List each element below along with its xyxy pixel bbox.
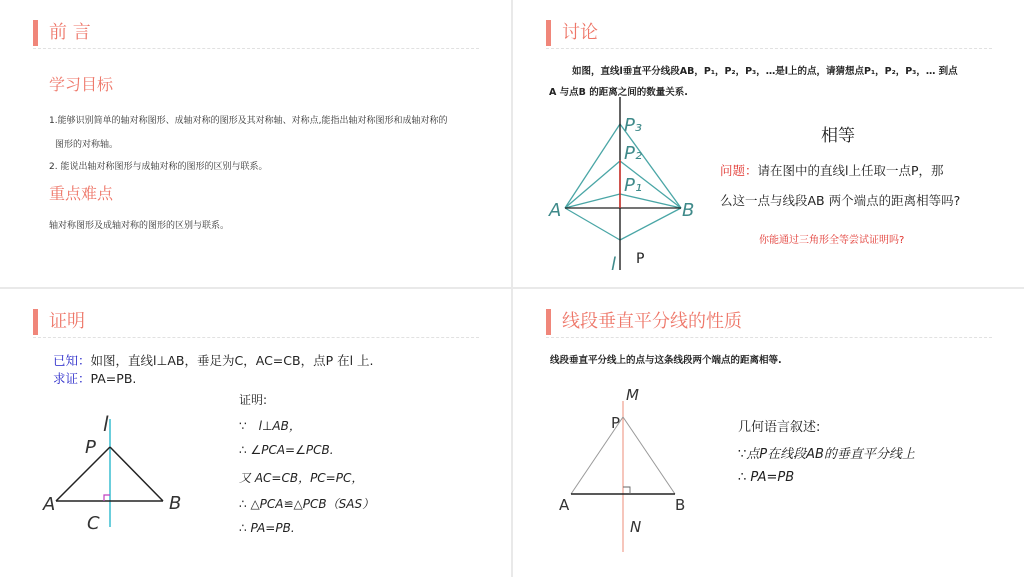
- panel-title: 前 言: [49, 22, 91, 43]
- proof-step-3: 又 AC=CB，PC=PC，: [239, 471, 364, 485]
- label-n: N: [630, 518, 642, 536]
- label-p3: P₃: [624, 115, 643, 136]
- label-b: B: [675, 496, 686, 514]
- proof-step-5: ∴ PA=PB.: [239, 521, 295, 535]
- label-c: C: [87, 513, 100, 534]
- panel-title: 证明: [49, 311, 85, 332]
- question-body-1: 请在图中的直线l上任取一点P，那: [757, 163, 944, 178]
- proof-step-2: ∴ ∠PCA=∠PCB.: [239, 443, 334, 457]
- question-text-2: 么这一点与线段AB 两个端点的距离相等吗?: [720, 193, 961, 208]
- segment-pb: [623, 417, 675, 494]
- title-divider: [33, 48, 479, 49]
- panel-proof: [0, 289, 511, 577]
- label-p2: P₂: [624, 143, 643, 164]
- question-line-1: 如图，直线l垂直平分线段AB，P₁，P₂，P₃，…是l上的点，请猜想点P₁，P₂，P₃，… 到点: [572, 66, 958, 77]
- right-angle-mark: [623, 487, 630, 494]
- question-text-1: [720, 161, 944, 179]
- key-text: 轴对称图形及成轴对称的图形的区别与联系。: [49, 221, 230, 231]
- geo-title: 几何语言叙述:: [738, 420, 821, 435]
- panel-title: 讨论: [562, 22, 598, 43]
- label-p1: P₁: [624, 175, 643, 196]
- segment-p-b: [620, 208, 681, 240]
- goal-item-1-cont: 图形的对称轴。: [55, 140, 119, 150]
- label-p: P: [611, 414, 621, 432]
- geo-line-1: ∵点P在线段AB的垂直平分线上: [738, 447, 915, 462]
- goal-heading: 学习目标: [49, 75, 114, 94]
- label-l: l: [611, 254, 617, 275]
- question-line-2: A 与点B 的距离之间的数量关系.: [549, 87, 688, 98]
- goal-item-1: 1.能够识别简单的轴对称图形、成轴对称的图形及其对称轴、对称点,能指出轴对称图形和成轴对称的: [49, 116, 448, 126]
- label-m: M: [626, 386, 639, 404]
- prove-label: 求证：: [53, 371, 91, 386]
- panel-title: 线段垂直平分线的性质: [562, 311, 742, 332]
- label-b: B: [169, 493, 182, 514]
- geo-line-2: ∴ PA=PB: [738, 470, 795, 485]
- answer-equal: 相等: [821, 126, 855, 146]
- proof-title: 证明:: [239, 393, 268, 407]
- proof-step-1: ∵ l⊥AB，: [239, 419, 301, 433]
- known-label: 已知：: [53, 353, 91, 368]
- goal-item-2: 2. 能说出轴对称图形与成轴对称的图形的区别与联系。: [49, 162, 268, 172]
- hint-text: 你能通过三角形全等尝试证明吗?: [759, 235, 905, 246]
- proof-step-4: ∴ △PCA≌△PCB（SAS）: [239, 497, 375, 511]
- panel-property: [513, 289, 1024, 577]
- label-l: l: [103, 412, 109, 436]
- segment-pa: [56, 447, 110, 501]
- property-statement: 线段垂直平分线上的点与这条线段两个端点的距离相等.: [550, 355, 782, 366]
- prove-text: PA=PB.: [90, 371, 137, 386]
- segment-pb: [110, 447, 163, 501]
- title-accent-bar: [33, 20, 38, 46]
- panel-preface: [0, 0, 511, 287]
- question-label: 问题：: [720, 163, 758, 178]
- segment-a-p3: [565, 124, 620, 208]
- panel-discussion: [513, 0, 1024, 287]
- label-p: P: [636, 251, 645, 267]
- label-a: A: [559, 496, 570, 514]
- label-p: P: [85, 437, 96, 458]
- key-heading: 重点难点: [49, 184, 114, 203]
- label-a: A: [43, 494, 56, 515]
- segment-a-p: [565, 208, 620, 240]
- label-a: A: [549, 200, 562, 221]
- label-b: B: [682, 200, 695, 221]
- known-text: 如图，直线l⊥AB，垂足为C，AC=CB，点P 在l 上.: [90, 353, 374, 368]
